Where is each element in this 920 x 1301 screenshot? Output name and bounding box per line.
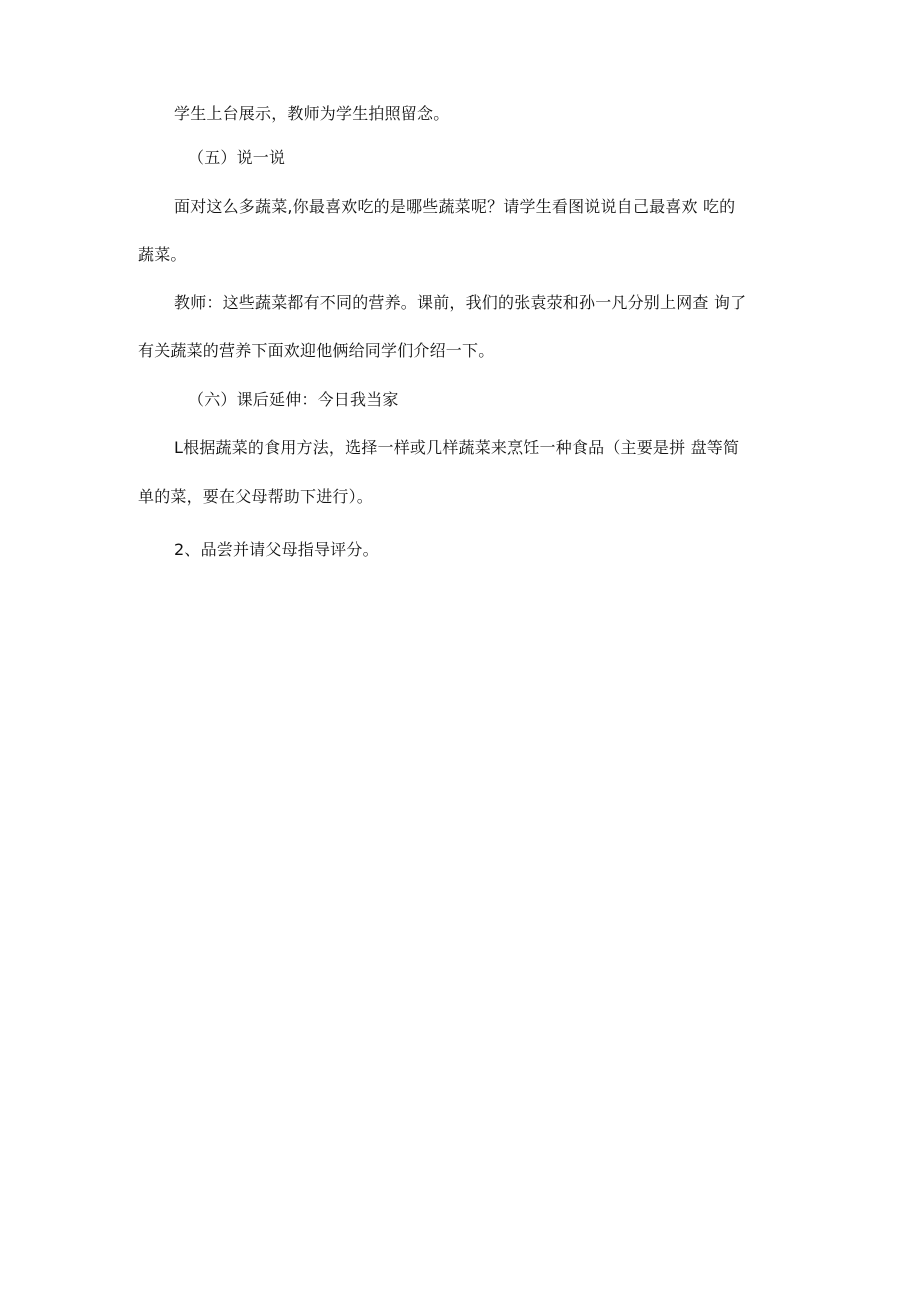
paragraph-line-10: 2、品尝并请父母指导评分。 (174, 540, 379, 559)
paragraph-line-5: 教师：这些蔬菜都有不同的营养。课前，我们的张袁荥和孙一凡分别上网查 询了 (174, 293, 747, 312)
section-heading-five: （五）说一说 (188, 148, 286, 167)
paragraph-line-4: 蔬菜。 (138, 245, 187, 264)
paragraph-line-6: 有关蔬菜的营养下面欢迎他俩给同学们介绍一下。 (138, 341, 495, 360)
paragraph-line-1: 学生上台展示，教师为学生拍照留念。 (174, 104, 450, 123)
section-heading-six: （六）课后延伸：今日我当家 (188, 390, 399, 409)
paragraph-line-9: 单的菜，要在父母帮助下进行）。 (138, 487, 374, 506)
paragraph-line-3: 面对这么多蔬菜,你最喜欢吃的是哪些蔬菜呢？请学生看图说说自己最喜欢 吃的 (174, 197, 736, 216)
paragraph-line-8: L根据蔬菜的食用方法，选择一样或几样蔬菜来烹饪一种食品（主要是拼 盘等简 (174, 438, 740, 457)
